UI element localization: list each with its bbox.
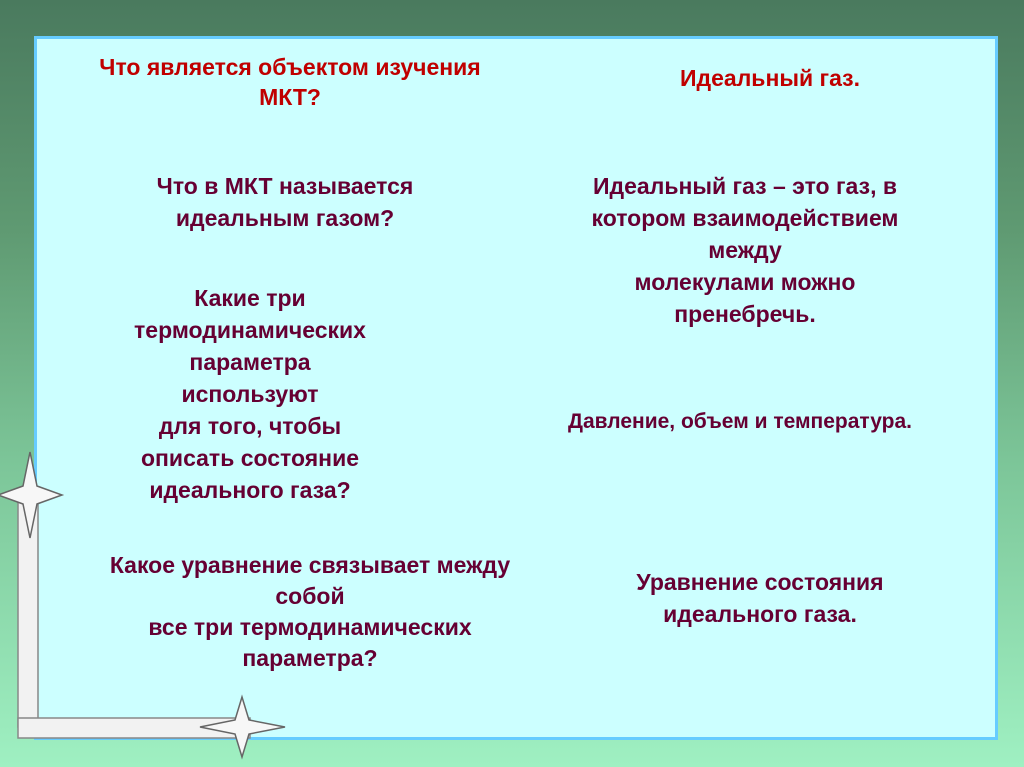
four-point-star-icon bbox=[0, 452, 62, 538]
answer-ideal-gas: Идеальный газ. bbox=[679, 65, 860, 91]
corner-bracket-icon bbox=[18, 495, 250, 738]
answer-ideal-gas-definition: Идеальный газ – это газ, в котором взаимодействием между молекулами можно пренебречь. bbox=[591, 173, 899, 327]
four-point-star-icon bbox=[200, 697, 285, 757]
question-thermodynamic-parameters: Какие три термодинамических параметра используют для того, чтобы описать состояние идеального газа? bbox=[134, 285, 366, 503]
answer-thermodynamic-parameters: Давление, объем и температура. bbox=[568, 410, 912, 433]
question-state-equation: Какое уравнение связывает между собой все три термодинамических параметра? bbox=[109, 552, 511, 671]
answer-state-equation: Уравнение состояния идеального газа. bbox=[636, 569, 884, 627]
question-ideal-gas-definition: Что в МКТ называется идеальным газом? bbox=[156, 173, 414, 231]
question-object-of-study: Что является объектом изучения МКТ? bbox=[99, 54, 481, 110]
